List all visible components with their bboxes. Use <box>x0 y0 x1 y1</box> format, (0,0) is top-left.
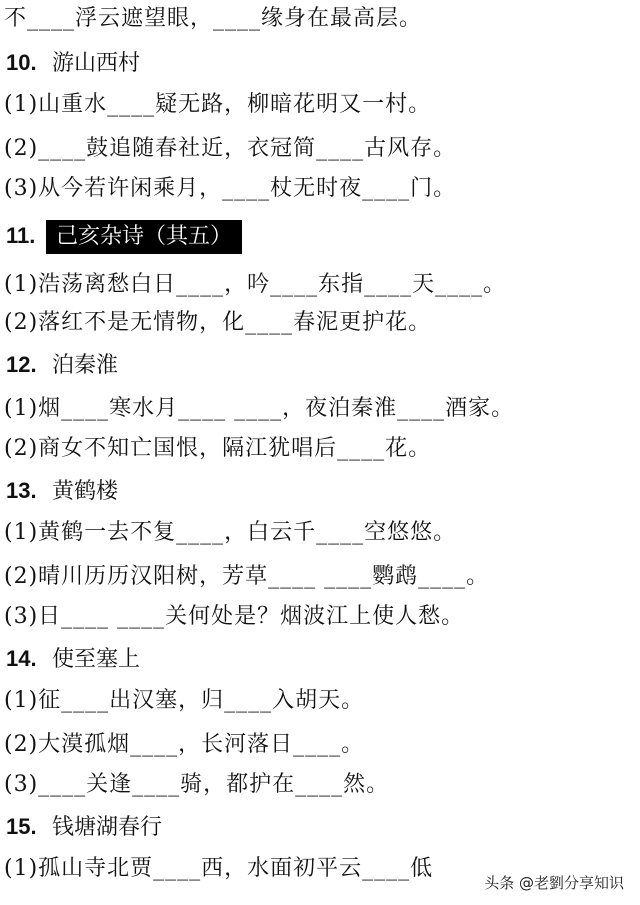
verse-line: (1)浩荡离愁白日____，吟____东指____天____。 <box>4 272 507 297</box>
section-number: 10. <box>6 50 37 75</box>
section-number: 15. <box>6 814 37 839</box>
verse-line: 不____浮云遮望眼，____缘身在最高层。 <box>4 6 423 31</box>
verse-line: (1)烟____寒水月____ ____，夜泊秦淮____酒家。 <box>4 396 515 421</box>
verse-line: (2)____鼓追随春社近，衣冠简____古风存。 <box>4 136 457 161</box>
section-heading <box>6 48 146 79</box>
poem-title: 钱塘湖春行 <box>52 815 163 840</box>
section-number: 13. <box>6 478 37 503</box>
poem-title: 黄鹤楼 <box>52 479 119 504</box>
poem-title: 使至塞上 <box>52 647 141 672</box>
verse-line: (1)山重水____疑无路，柳暗花明又一村。 <box>4 92 432 117</box>
verse-line: (2)大漠孤烟____，长河落日____。 <box>4 732 365 757</box>
watermark: 头条 @老劉分享知识 <box>480 870 628 895</box>
verse-line: (2)商女不知亡国恨，隔江犹唱后____花。 <box>4 436 432 461</box>
section-heading <box>6 350 124 381</box>
poem-title: 泊秦淮 <box>52 353 119 378</box>
verse-line: (3)从今若许闲乘月，____杖无时夜____门。 <box>4 176 457 201</box>
section-heading <box>6 644 146 675</box>
section-number: 11. <box>6 223 36 248</box>
section-heading <box>6 476 124 507</box>
section-heading <box>6 812 168 843</box>
poem-title: 游山西村 <box>52 51 141 76</box>
verse-line: (1)征____出汉塞，归____入胡天。 <box>4 688 365 713</box>
section-number: 12. <box>6 352 37 377</box>
poem-title: 己亥杂诗（其五） <box>46 220 242 254</box>
verse-line: (1)孤山寺北贾____西，水面初平云____低 <box>4 856 434 881</box>
verse-line: (3)____关逢____骑，都护在____然。 <box>4 772 390 797</box>
verse-line: (3)日____ ____关何处是？烟波江上使人愁。 <box>4 604 465 629</box>
verse-line: (2)晴川历历汉阳树，芳草____ ____鹦鹉____。 <box>4 564 490 589</box>
verse-line: (1)黄鹤一去不复____，白云千____空悠悠。 <box>4 520 457 545</box>
section-heading <box>6 220 242 254</box>
verse-line: (2)落红不是无情物，化____春泥更护花。 <box>4 310 432 335</box>
section-number: 14. <box>6 646 37 671</box>
